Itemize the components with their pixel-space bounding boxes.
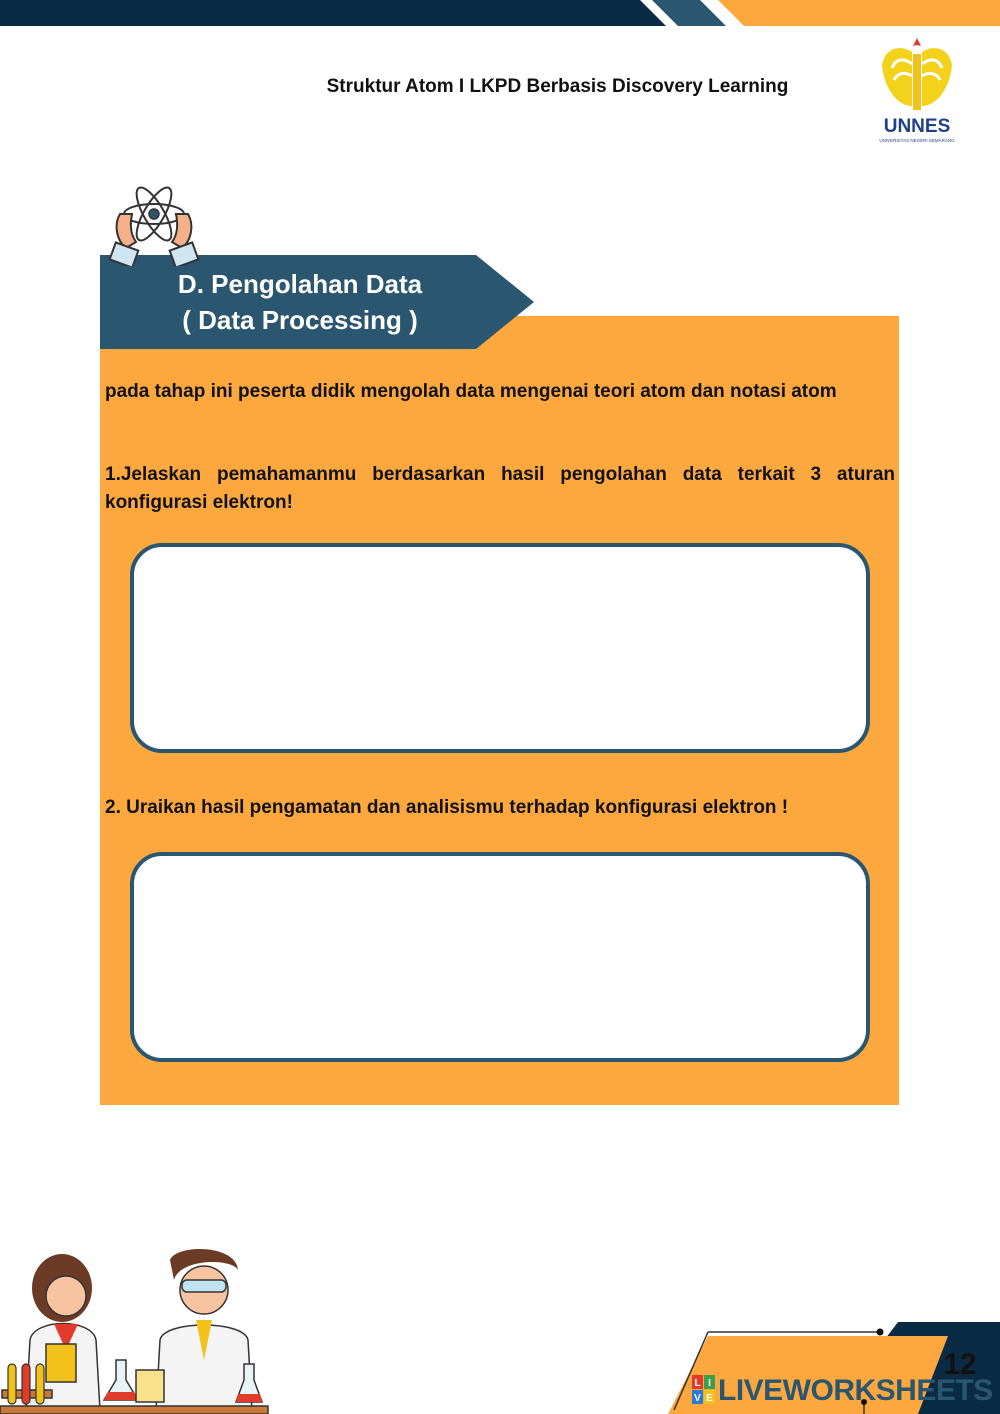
answer-2-textarea[interactable] (130, 852, 870, 1062)
unnes-logo (872, 36, 962, 146)
svg-text:I: I (708, 1378, 711, 1389)
question-1: 1.Jelaskan pemahamanmu berdasarkan hasil pengolahan data terkait 3 aturan konfigurasi elektron! (105, 464, 895, 513)
document-title: Struktur Atom I LKPD Berbasis Discovery Learning (326, 76, 789, 97)
section-title-line2: ( Data Processing ) (182, 305, 418, 335)
unnes-emblem-icon (872, 36, 962, 146)
section-title-line1: D. Pengolahan Data (177, 269, 423, 299)
answer-1-textarea[interactable] (130, 543, 870, 753)
svg-text:L: L (694, 1378, 701, 1389)
hands-atom-icon (108, 184, 200, 266)
section-title (100, 266, 500, 338)
intro-text: pada tahap ini peserta didik mengolah data mengenai teori atom dan notasi atom (105, 381, 837, 402)
svg-text:V: V (694, 1393, 701, 1404)
svg-text:E: E (706, 1393, 713, 1404)
scientists-illustration (0, 1240, 270, 1414)
liveworksheets-brand[interactable]: LIVEWORKSHEETS (718, 1374, 993, 1407)
page-number: 12 (943, 1348, 977, 1381)
logo-subtext: UNIVERSITAS NEGERI SEMARANG (879, 138, 955, 143)
question-2: 2. Uraikan hasil pengamatan dan analisismu terhadap konfigurasi elektron ! (105, 797, 789, 818)
logo-text: UNNES (883, 116, 951, 137)
top-decorative-bar (0, 0, 1000, 26)
liveworksheets-badge-icon (692, 1375, 716, 1405)
